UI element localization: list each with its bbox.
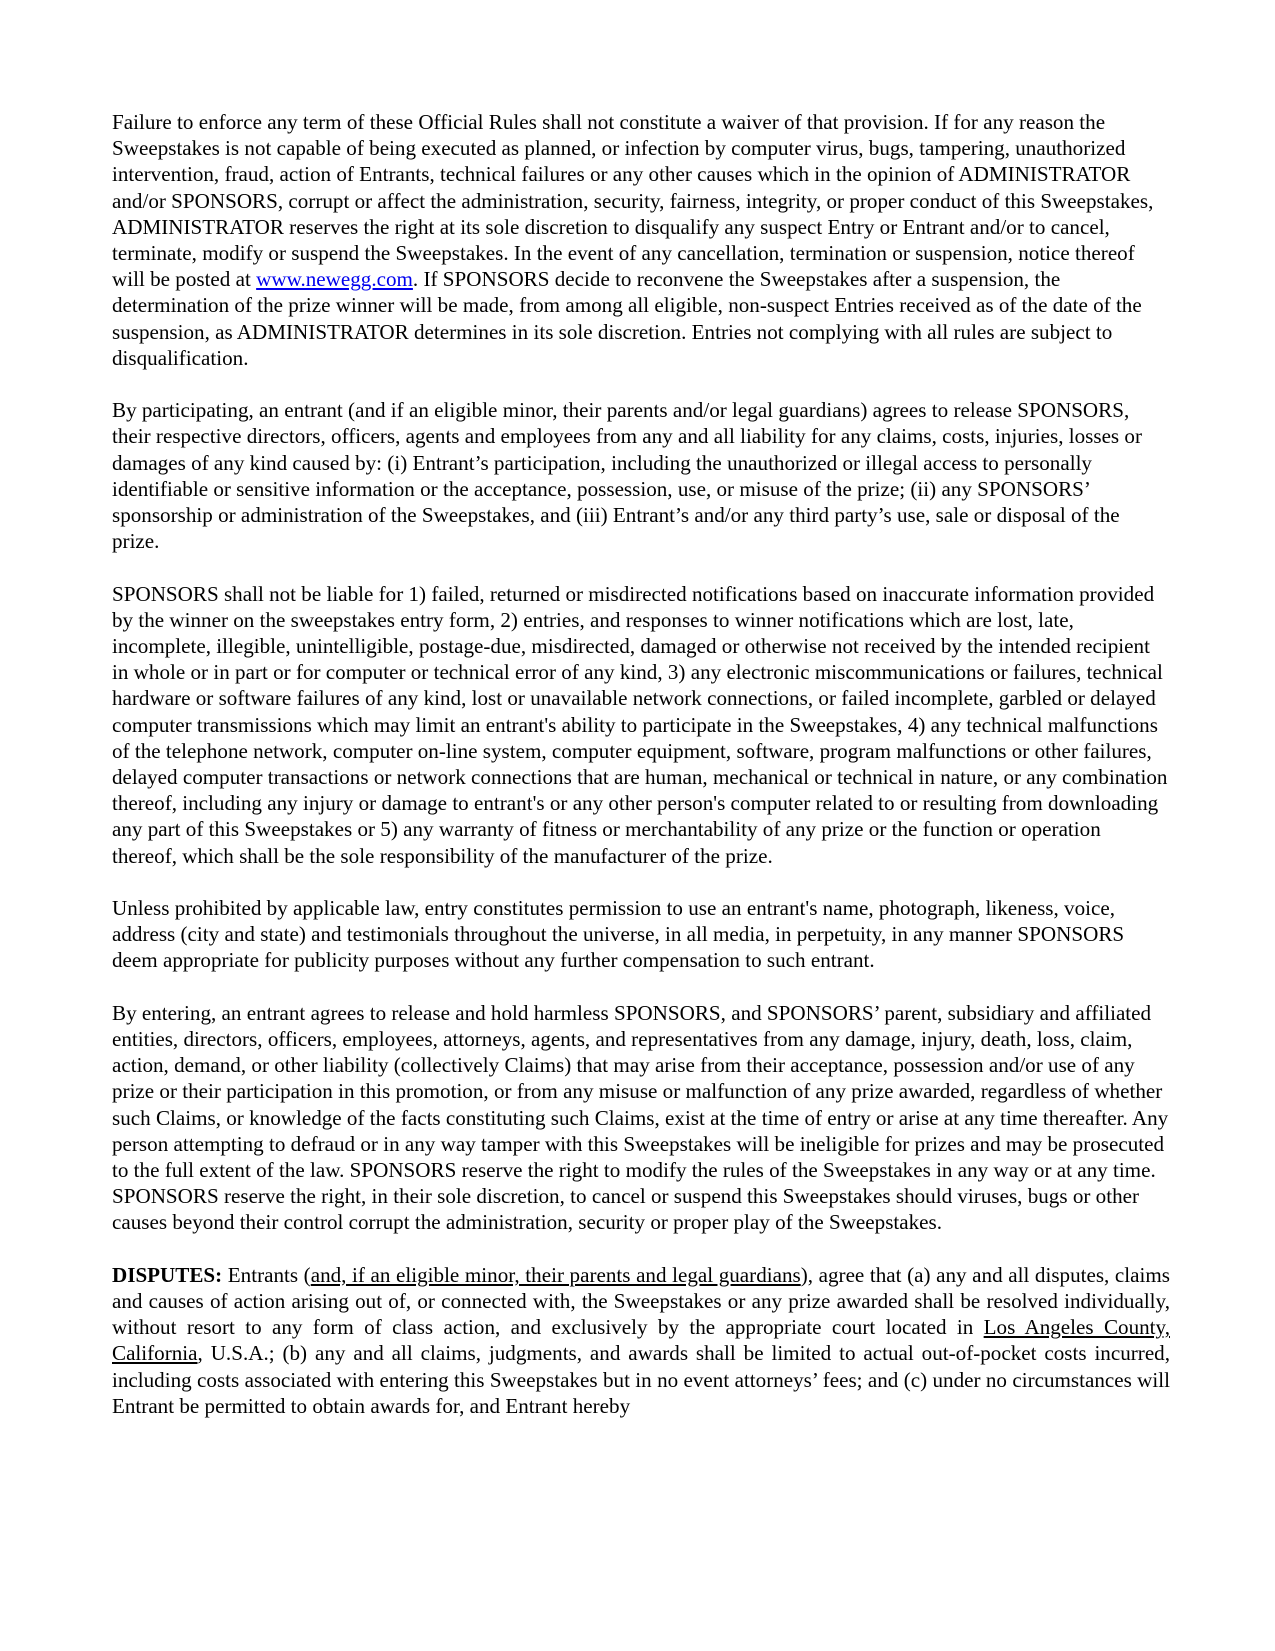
disputes-venue: Los Angeles County, California — [112, 1315, 1170, 1366]
disputes-heading: DISPUTES: — [112, 1262, 223, 1287]
paragraph-disputes — [112, 1262, 1170, 1419]
paragraph-release: By participating, an entrant (and if an eligible minor, their parents and/or legal guardians) agrees to release SPONSORS, their respective directors, officers, agents and employees from any and all liability for any claims, costs, injuries, losses or damages of any kind caused by: (i) Entrant’s participation, including the unauthorized or illegal access to personally identifiable or sensitive information or the acceptance, possession, use, or misuse of the prize; (ii) any SPONSORS’ sponsorship or administration of the Sweepstakes, and (iii) Entrant’s and/or any third party’s use, sale or disposal of the prize. — [112, 398, 1142, 554]
newegg-link[interactable]: www.newegg.com — [256, 267, 413, 292]
paragraph-waiver-text: Failure to enforce any term of these Official Rules shall not constitute a waiver of that provision. If for any reason the Sweepstakes is not capable of being executed as planned, or infection by computer virus, bugs, tampering, unauthorized intervention, fraud, action of Entrants, technical failures or any other causes which in the opinion of ADMINISTRATOR and/or SPONSORS, corrupt or affect the administration, security, fairness, integrity, or proper conduct of this Sweepstakes, ADMINISTRATOR reserves the right at its sole discretion to disqualify any suspect Entry or Entrant and/or to cancel, terminate, modify or suspend the Sweepstakes. In the event of any cancellation, termination or suspension, notice thereof will be posted at — [112, 110, 1154, 292]
paragraph-waiver — [112, 109, 1170, 371]
paragraph-publicity: Unless prohibited by applicable law, entry constitutes permission to use an entrant's name, photograph, likeness, voice, address (city and state) and testimonials throughout the universe, in all media, in perpetuity, in any manner SPONSORS deem appropriate for publicity purposes without any further compensation to such entrant. — [112, 896, 1125, 973]
disputes-text-1: Entrants ( — [222, 1262, 311, 1287]
document-page — [112, 109, 1170, 1419]
paragraph-hold-harmless: By entering, an entrant agrees to release and hold harmless SPONSORS, and SPONSORS’ parent, subsidiary and affiliated entities, directors, officers, employees, attorneys, agents, and representatives from any damage, injury, death, loss, claim, action, demand, or other liability (collectively Claims) that may arise from their acceptance, possession and/or use of any prize or their participation in this promotion, or from any misuse or malfunction of any prize awarded, regardless of whether such Claims, or knowledge of the facts constituting such Claims, exist at the time of entry or arise at any time thereafter. Any person attempting to defraud or in any way tamper with this Sweepstakes will be ineligible for prizes and may be prosecuted to the full extent of the law. SPONSORS reserve the right to modify the rules of the Sweepstakes in any way or at any time. SPONSORS reserve the right, in their sole discretion, to cancel or suspend this Sweepstakes should viruses, bugs or other causes beyond their control corrupt the administration, security or proper play of the Sweepstakes. — [112, 1000, 1169, 1235]
paragraph-liability: SPONSORS shall not be liable for 1) failed, returned or misdirected notifications based on inaccurate information provided by the winner on the sweepstakes entry form, 2) entries, and responses to winner notifications which are lost, late, incomplete, illegible, unintelligible, postage-due, misdirected, damaged or otherwise not received by the intended recipient in whole or in part or for computer or technical error of any kind, 3) any electronic miscommunications or failures, technical hardware or software failures of any kind, lost or unavailable network connections, or failed incomplete, garbled or delayed computer transmissions which may limit an entrant's ability to participate in the Sweepstakes, 4) any technical malfunctions of the telephone network, computer on-line system, computer equipment, software, program malfunctions or other failures, delayed computer transactions or network connections that are human, mechanical or technical in nature, or any combination thereof, including any injury or damage to entrant's or any other person's computer related to or resulting from downloading any part of this Sweepstakes or 5) any warranty of fitness or merchantability of any prize or the function or operation thereof, which shall be the sole responsibility of the manufacturer of the prize. — [112, 581, 1168, 868]
paragraph-waiver-text-continued: . If SPONSORS decide to reconvene the Sweepstakes after a suspension, the determination of the prize winner will be made, from among all eligible, non-suspect Entries received as of the date of the suspension, as ADMINISTRATOR determines in its sole discretion. Entries not complying with all rules are subject to disqualification. — [112, 267, 1142, 370]
disputes-text-2: ), agree that (a) any and all disputes, claims and causes of action arising out of, or connected with, the Sweepstakes or any prize awarded shall be resolved individually, without resort to any form of class action, and exclusively by the appropriate court located in — [112, 1262, 1170, 1340]
disputes-minor-clause: and, if an eligible minor, their parents and legal guardians — [310, 1262, 801, 1287]
disputes-text-3: , U.S.A.; (b) any and all claims, judgments, and awards shall be limited to actual out-of-pocket costs incurred, including costs associated with entering this Sweepstakes but in no event attorneys’ fees; and (c) under no circumstances will Entrant be permitted to obtain awards for, and Entrant hereby — [112, 1341, 1170, 1418]
